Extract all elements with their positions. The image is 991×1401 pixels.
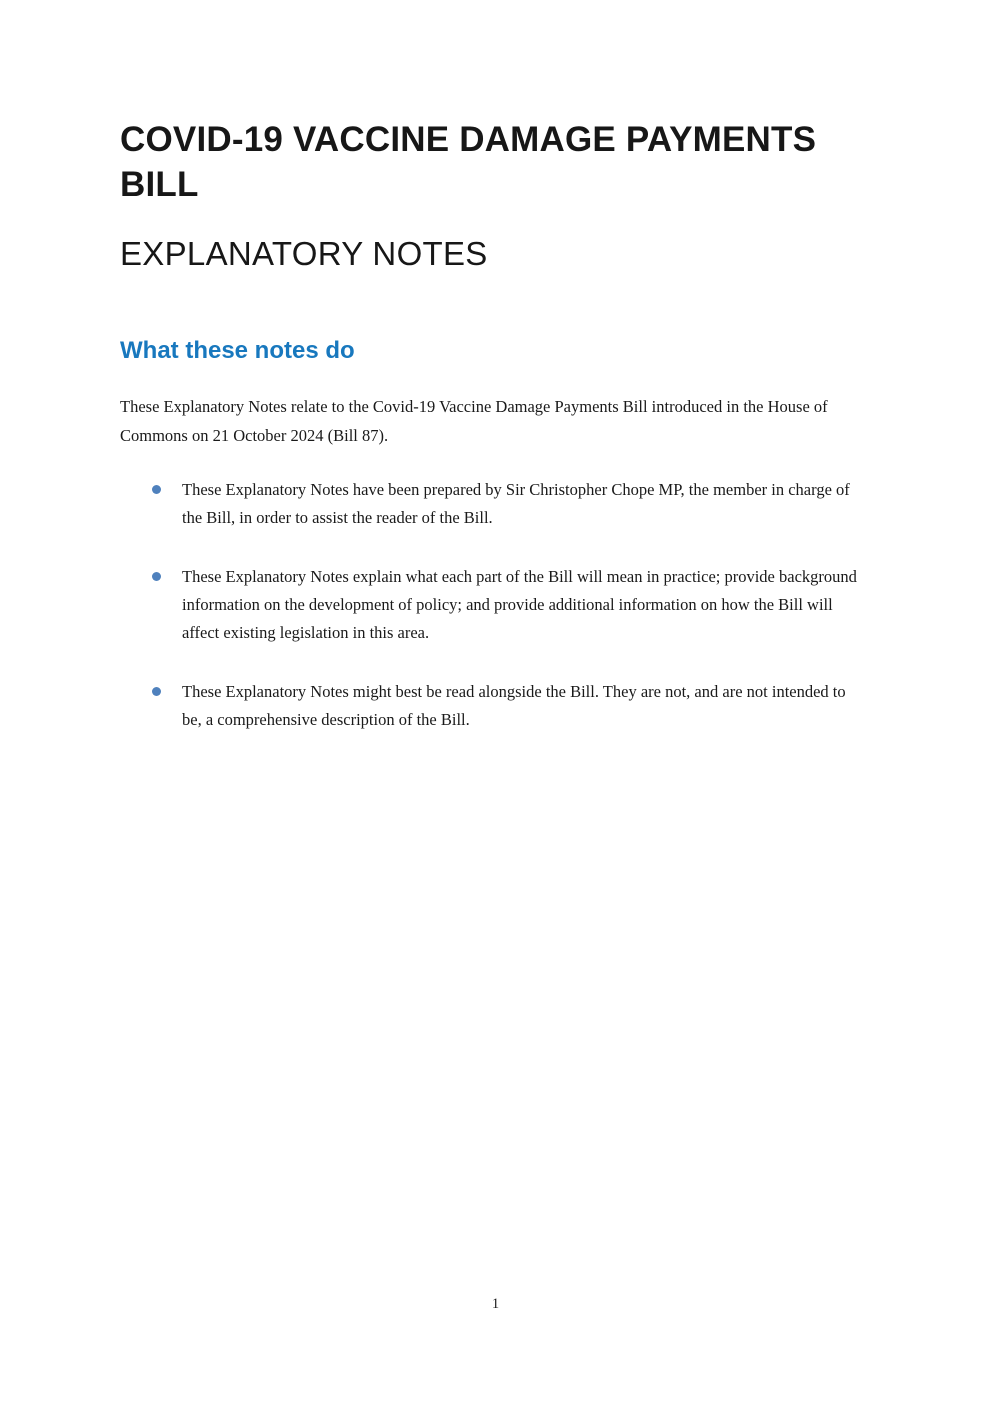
bullet-text: These Explanatory Notes explain what each part of the Bill will mean in practice; provide background information on the development of policy; and provide additional information on how the Bill will affect existing legislation in this area. [182,566,857,643]
bullet-list [120,476,866,735]
list-item [120,678,866,735]
page-number: 1 [491,1296,500,1312]
list-item [120,563,866,648]
page-subtitle: EXPLANATORY NOTES [120,234,488,272]
bullet-text: These Explanatory Notes have been prepared by Sir Christopher Chope MP, the member in charge of the Bill, in order to assist the reader of the Bill. [182,479,850,528]
page-title: COVID-19 VACCINE DAMAGE PAYMENTS BILL [120,120,817,204]
bullet-text: These Explanatory Notes might best be read alongside the Bill. They are not, and are not intended to be, a comprehensive description of the Bill. [182,681,846,730]
bullet-icon [152,485,161,494]
bullet-icon [152,687,161,696]
bullet-icon [152,572,161,581]
list-item [120,476,866,533]
section-heading: What these notes do [120,337,355,365]
intro-paragraph: These Explanatory Notes relate to the Covid-19 Vaccine Damage Payments Bill introduced in the House of Commons on 21 October 2024 (Bill 87). [120,397,828,445]
